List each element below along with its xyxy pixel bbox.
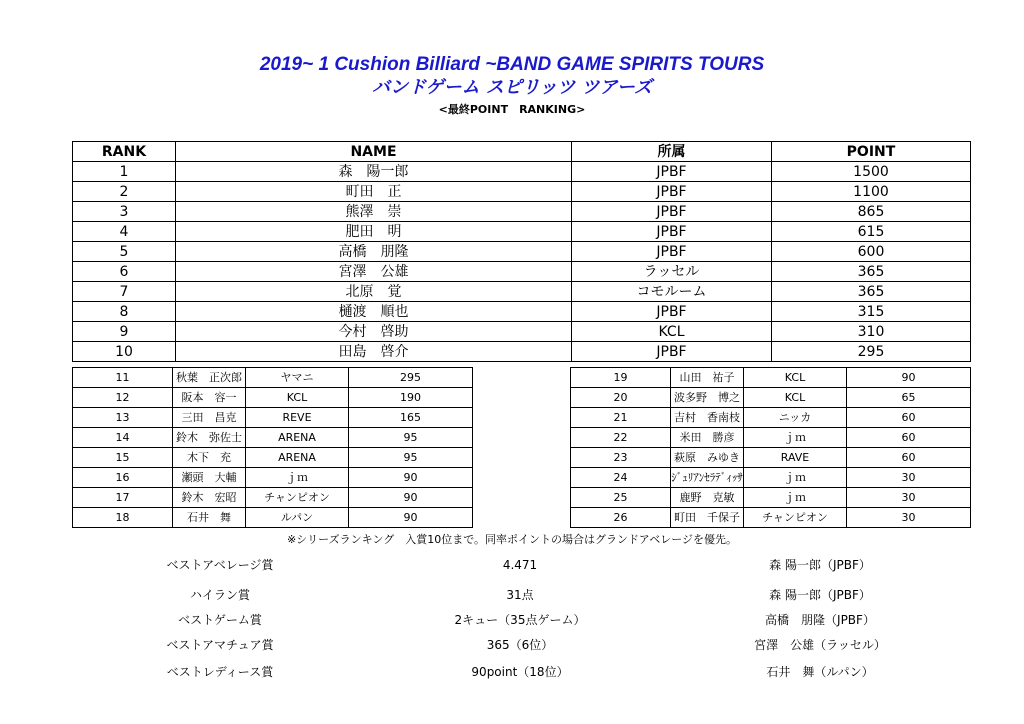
header-name: NAME <box>176 142 572 162</box>
rank-cell: 20 <box>571 388 671 408</box>
name-cell: 木下 充 <box>173 448 246 468</box>
point-cell: 865 <box>772 202 971 222</box>
point-cell: 315 <box>772 302 971 322</box>
table-row <box>73 408 473 428</box>
team-cell: JPBF <box>572 242 772 262</box>
team-cell: ARENA <box>246 428 349 448</box>
point-cell: 365 <box>772 262 971 282</box>
team-cell: ニッカ <box>744 408 847 428</box>
team-cell: JPBF <box>572 342 772 362</box>
point-cell: 30 <box>847 508 971 528</box>
point-cell: 30 <box>847 468 971 488</box>
name-cell: 田島 啓介 <box>176 342 572 362</box>
name-cell: 高橋 朋隆 <box>176 242 572 262</box>
team-cell: JPBF <box>572 182 772 202</box>
award-value: 4.471 <box>502 558 538 572</box>
rank-cell: 1 <box>73 162 176 182</box>
award-winner: 森 陽一郎（JPBF） <box>769 588 871 602</box>
team-cell: KCL <box>744 388 847 408</box>
team-cell: ラッセル <box>572 262 772 282</box>
rank-cell: 7 <box>73 282 176 302</box>
point-cell: 95 <box>349 428 473 448</box>
rank-cell: 6 <box>73 262 176 282</box>
rank-cell: 3 <box>73 202 176 222</box>
page-title-kana: バンドゲーム スピリッツ ツアーズ <box>371 77 652 98</box>
team-cell: KCL <box>246 388 349 408</box>
name-cell: 肥田 明 <box>176 222 572 242</box>
team-cell: REVE <box>246 408 349 428</box>
team-cell: KCL <box>572 322 772 342</box>
header-point: POINT <box>772 142 971 162</box>
award-value: 2キュー（35点ゲーム） <box>454 613 586 627</box>
name-cell: 萩原 みゆき <box>671 448 744 468</box>
name-cell: 波多野 博之 <box>671 388 744 408</box>
table-row <box>571 448 971 468</box>
table-row <box>73 282 971 302</box>
name-cell: 熊澤 崇 <box>176 202 572 222</box>
ranking-table-top10 <box>72 141 971 362</box>
header-team: 所属 <box>572 142 772 162</box>
name-cell: 森 陽一郎 <box>176 162 572 182</box>
rank-cell: 10 <box>73 342 176 362</box>
name-cell: 瀬頭 大輔 <box>173 468 246 488</box>
ranking-table-11-18 <box>72 367 473 528</box>
rank-cell: 11 <box>73 368 173 388</box>
rank-cell: 21 <box>571 408 671 428</box>
team-cell: チャンピオン <box>744 508 847 528</box>
award-title: ベストレディース賞 <box>166 665 274 679</box>
rank-cell: 5 <box>73 242 176 262</box>
ranking-table-19-26 <box>570 367 971 528</box>
name-cell: 鈴木 弥佐士 <box>173 428 246 448</box>
team-cell: RAVE <box>744 448 847 468</box>
point-cell: 600 <box>772 242 971 262</box>
point-cell: 295 <box>349 368 473 388</box>
table-row <box>73 468 473 488</box>
name-cell: 町田 正 <box>176 182 572 202</box>
point-cell: 60 <box>847 428 971 448</box>
table-header-row <box>73 142 971 162</box>
team-cell: ｊｍ <box>246 468 349 488</box>
point-cell: 295 <box>772 342 971 362</box>
name-cell: 宮澤 公雄 <box>176 262 572 282</box>
rank-cell: 18 <box>73 508 173 528</box>
award-winner: 石井 舞（ルパン） <box>766 665 874 679</box>
point-cell: 1100 <box>772 182 971 202</box>
rank-cell: 4 <box>73 222 176 242</box>
table-row <box>73 488 473 508</box>
name-cell: 北原 覚 <box>176 282 572 302</box>
table-row <box>73 182 971 202</box>
name-cell: 石井 舞 <box>173 508 246 528</box>
point-cell: 310 <box>772 322 971 342</box>
rank-cell: 19 <box>571 368 671 388</box>
point-cell: 90 <box>847 368 971 388</box>
team-cell: JPBF <box>572 202 772 222</box>
point-cell: 365 <box>772 282 971 302</box>
table-row <box>73 302 971 322</box>
table-row <box>571 388 971 408</box>
table-row <box>571 408 971 428</box>
name-cell: 米田 勝彦 <box>671 428 744 448</box>
team-cell: ARENA <box>246 448 349 468</box>
rank-cell: 8 <box>73 302 176 322</box>
table-row <box>73 508 473 528</box>
point-cell: 90 <box>349 508 473 528</box>
name-cell: 阪本 容一 <box>173 388 246 408</box>
name-cell: 山田 祐子 <box>671 368 744 388</box>
rank-cell: 2 <box>73 182 176 202</box>
team-cell: JPBF <box>572 302 772 322</box>
rank-cell: 15 <box>73 448 173 468</box>
table-row <box>571 488 971 508</box>
table-row <box>571 468 971 488</box>
point-cell: 90 <box>349 488 473 508</box>
table-row <box>73 388 473 408</box>
point-cell: 65 <box>847 388 971 408</box>
rank-cell: 23 <box>571 448 671 468</box>
name-cell: 三田 昌克 <box>173 408 246 428</box>
award-value: 365（6位） <box>486 638 554 652</box>
table-row <box>571 428 971 448</box>
team-cell: コモルーム <box>572 282 772 302</box>
award-winner: 宮澤 公雄（ラッセル） <box>754 638 886 652</box>
award-winner: 森 陽一郎（JPBF） <box>769 558 871 572</box>
award-title: ベストアベレージ賞 <box>166 558 274 572</box>
name-cell: 秋葉 正次郎 <box>173 368 246 388</box>
table-row <box>571 368 971 388</box>
rank-cell: 26 <box>571 508 671 528</box>
point-cell: 190 <box>349 388 473 408</box>
team-cell: ルパン <box>246 508 349 528</box>
name-cell: ｼﾞｭﾘｱﾝｾﾗﾃﾞｨｯｻ <box>671 468 744 488</box>
team-cell: チャンピオン <box>246 488 349 508</box>
point-cell: 60 <box>847 408 971 428</box>
table-row <box>73 202 971 222</box>
award-title: ベストアマチュア賞 <box>166 638 274 652</box>
team-cell: ヤマニ <box>246 368 349 388</box>
ranking-note: ※シリーズランキング 入賞10位まで。同率ポイントの場合はグランドアベレージを優先。 <box>286 533 738 546</box>
point-cell: 60 <box>847 448 971 468</box>
name-cell: 鈴木 宏昭 <box>173 488 246 508</box>
table-row <box>73 242 971 262</box>
rank-cell: 16 <box>73 468 173 488</box>
table-row <box>73 322 971 342</box>
name-cell: 町田 千保子 <box>671 508 744 528</box>
table-row <box>73 262 971 282</box>
team-cell: JPBF <box>572 222 772 242</box>
award-row <box>0 609 1024 631</box>
page-title: 2019~ 1 Cushion Billiard ~BAND GAME SPIRITS TOURS <box>259 54 765 75</box>
point-cell: 90 <box>349 468 473 488</box>
rank-cell: 12 <box>73 388 173 408</box>
table-row <box>73 342 971 362</box>
name-cell: 樋渡 順也 <box>176 302 572 322</box>
point-cell: 95 <box>349 448 473 468</box>
table-row <box>73 428 473 448</box>
rank-cell: 9 <box>73 322 176 342</box>
point-cell: 615 <box>772 222 971 242</box>
page-subtitle: <最終POINT RANKING> <box>438 103 586 116</box>
team-cell: ｊｍ <box>744 488 847 508</box>
table-row <box>73 368 473 388</box>
rank-cell: 25 <box>571 488 671 508</box>
award-row <box>0 554 1024 576</box>
award-row <box>0 634 1024 656</box>
rank-cell: 24 <box>571 468 671 488</box>
table-row <box>73 448 473 468</box>
rank-cell: 13 <box>73 408 173 428</box>
table-row <box>73 162 971 182</box>
rank-cell: 14 <box>73 428 173 448</box>
award-value: 31点 <box>506 588 534 602</box>
award-title: ハイラン賞 <box>189 588 250 602</box>
award-title: ベストゲーム賞 <box>178 613 262 627</box>
name-cell: 鹿野 克敏 <box>671 488 744 508</box>
award-winner: 高橋 朋隆（JPBF） <box>765 613 875 627</box>
table-row <box>73 222 971 242</box>
rank-cell: 17 <box>73 488 173 508</box>
point-cell: 1500 <box>772 162 971 182</box>
team-cell: JPBF <box>572 162 772 182</box>
team-cell: ｊｍ <box>744 428 847 448</box>
name-cell: 吉村 香南枝 <box>671 408 744 428</box>
award-row <box>0 584 1024 606</box>
team-cell: ｊｍ <box>744 468 847 488</box>
team-cell: KCL <box>744 368 847 388</box>
table-row <box>571 508 971 528</box>
header-rank: RANK <box>73 142 176 162</box>
rank-cell: 22 <box>571 428 671 448</box>
point-cell: 30 <box>847 488 971 508</box>
name-cell: 今村 啓助 <box>176 322 572 342</box>
award-value: 90point（18位） <box>471 665 569 679</box>
point-cell: 165 <box>349 408 473 428</box>
award-row <box>0 661 1024 683</box>
